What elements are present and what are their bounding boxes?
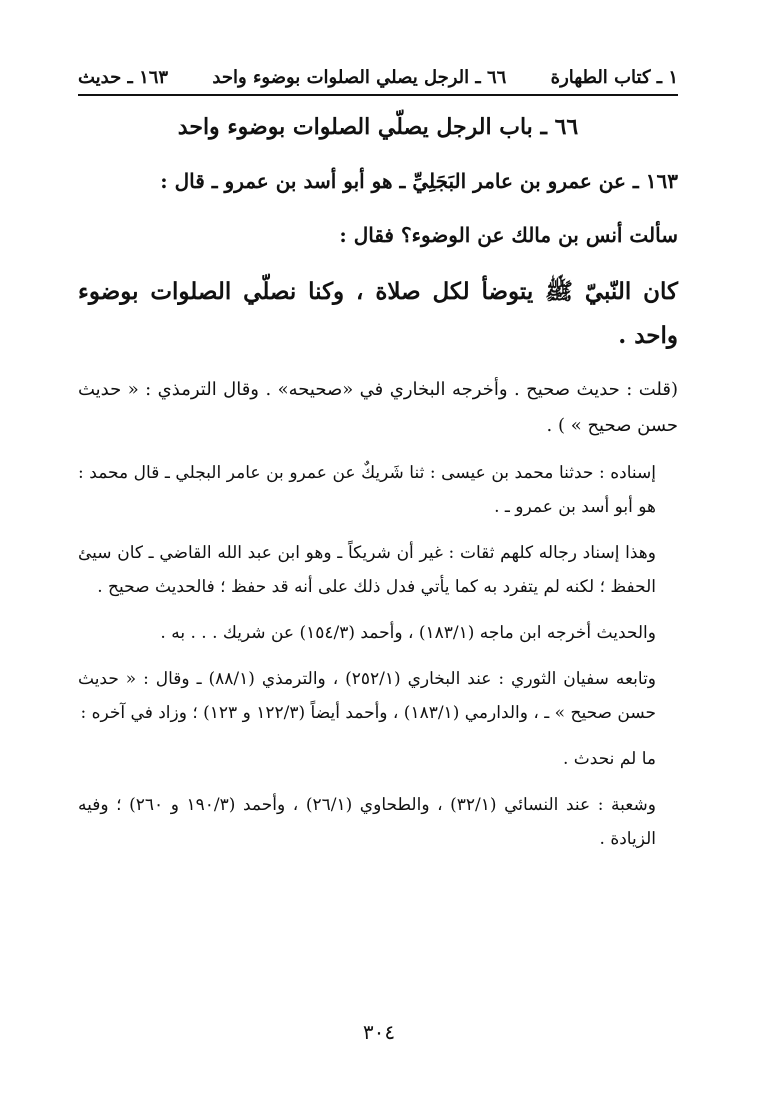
header-book: ١ ـ كتاب الطهارة: [550, 66, 678, 88]
mutaba-sufyan: وتابعه سفيان الثوري : عند البخاري (٢٥٢/١) ، والترمذي (٨٨/١) ـ وقال : « حديث حسن صحيح » ـ ، والدارمي (١٨٣/١) ، وأحمد أيضاً (١٢٢/٣ و ١٢٣) ؛ وزاد في آخره :: [78, 669, 657, 723]
addition-text: ما لم نحدث .: [562, 749, 656, 769]
running-header: [78, 60, 678, 96]
mutaba-shuba: وشعبة : عند النسائي (٣٢/١) ، والطحاوي (٢٦/١) ، وأحمد (١٩٠/٣ و ٢٦٠) ؛ وفيه الزيادة .: [78, 795, 656, 849]
chapter-title: ٦٦ ـ باب الرجل يصلّي الصلوات بوضوء واحد: [177, 114, 579, 140]
header-chapter: ٦٦ ـ الرجل يصلي الصلوات بوضوء واحد: [212, 66, 507, 88]
takhrij-paragraph: والحديث أخرجه ابن ماجه (١٨٣/١) ، وأحمد (١٥٤/٣) عن شريك . . . به .: [160, 623, 656, 643]
hadith-question: سألت أنس بن مالك عن الوضوء؟ فقال :: [339, 223, 678, 247]
grading-note: (قلت : حديث صحيح . وأخرجه البخاري في «صحيحه» . وقال الترمذي : « حديث حسن صحيح » ) .: [78, 379, 678, 436]
isnad-paragraph: إسناده : حدثنا محمد بن عيسى : ثنا شَريكٌ عن عمرو بن عامر البجلي ـ قال محمد : هو أبو أسد بن عمرو ـ .: [78, 463, 656, 517]
page-body: [78, 110, 678, 868]
header-hadith: ١٦٣ ـ حديث: [78, 66, 169, 88]
page-number: ٣٠٤: [362, 1020, 396, 1044]
hadith-chain: ١٦٣ ـ عن عمرو بن عامر البَجَلِيِّ ـ هو أبو أسد بن عمرو ـ قال :: [160, 169, 678, 193]
hadith-text: كان النّبيّ ﷺ يتوضأ لكل صلاة ، وكنا نصلّي الصلوات بوضوء واحد .: [78, 278, 678, 349]
isnad-analysis: وهذا إسناد رجاله كلهم ثقات : غير أن شريكاً ـ وهو ابن عبد الله القاضي ـ كان سيئ الحفظ ؛ لكنه لم يتفرد به كما يأتي فدل ذلك على أنه قد حفظ ؛ فالحديث صحيح .: [78, 543, 656, 597]
